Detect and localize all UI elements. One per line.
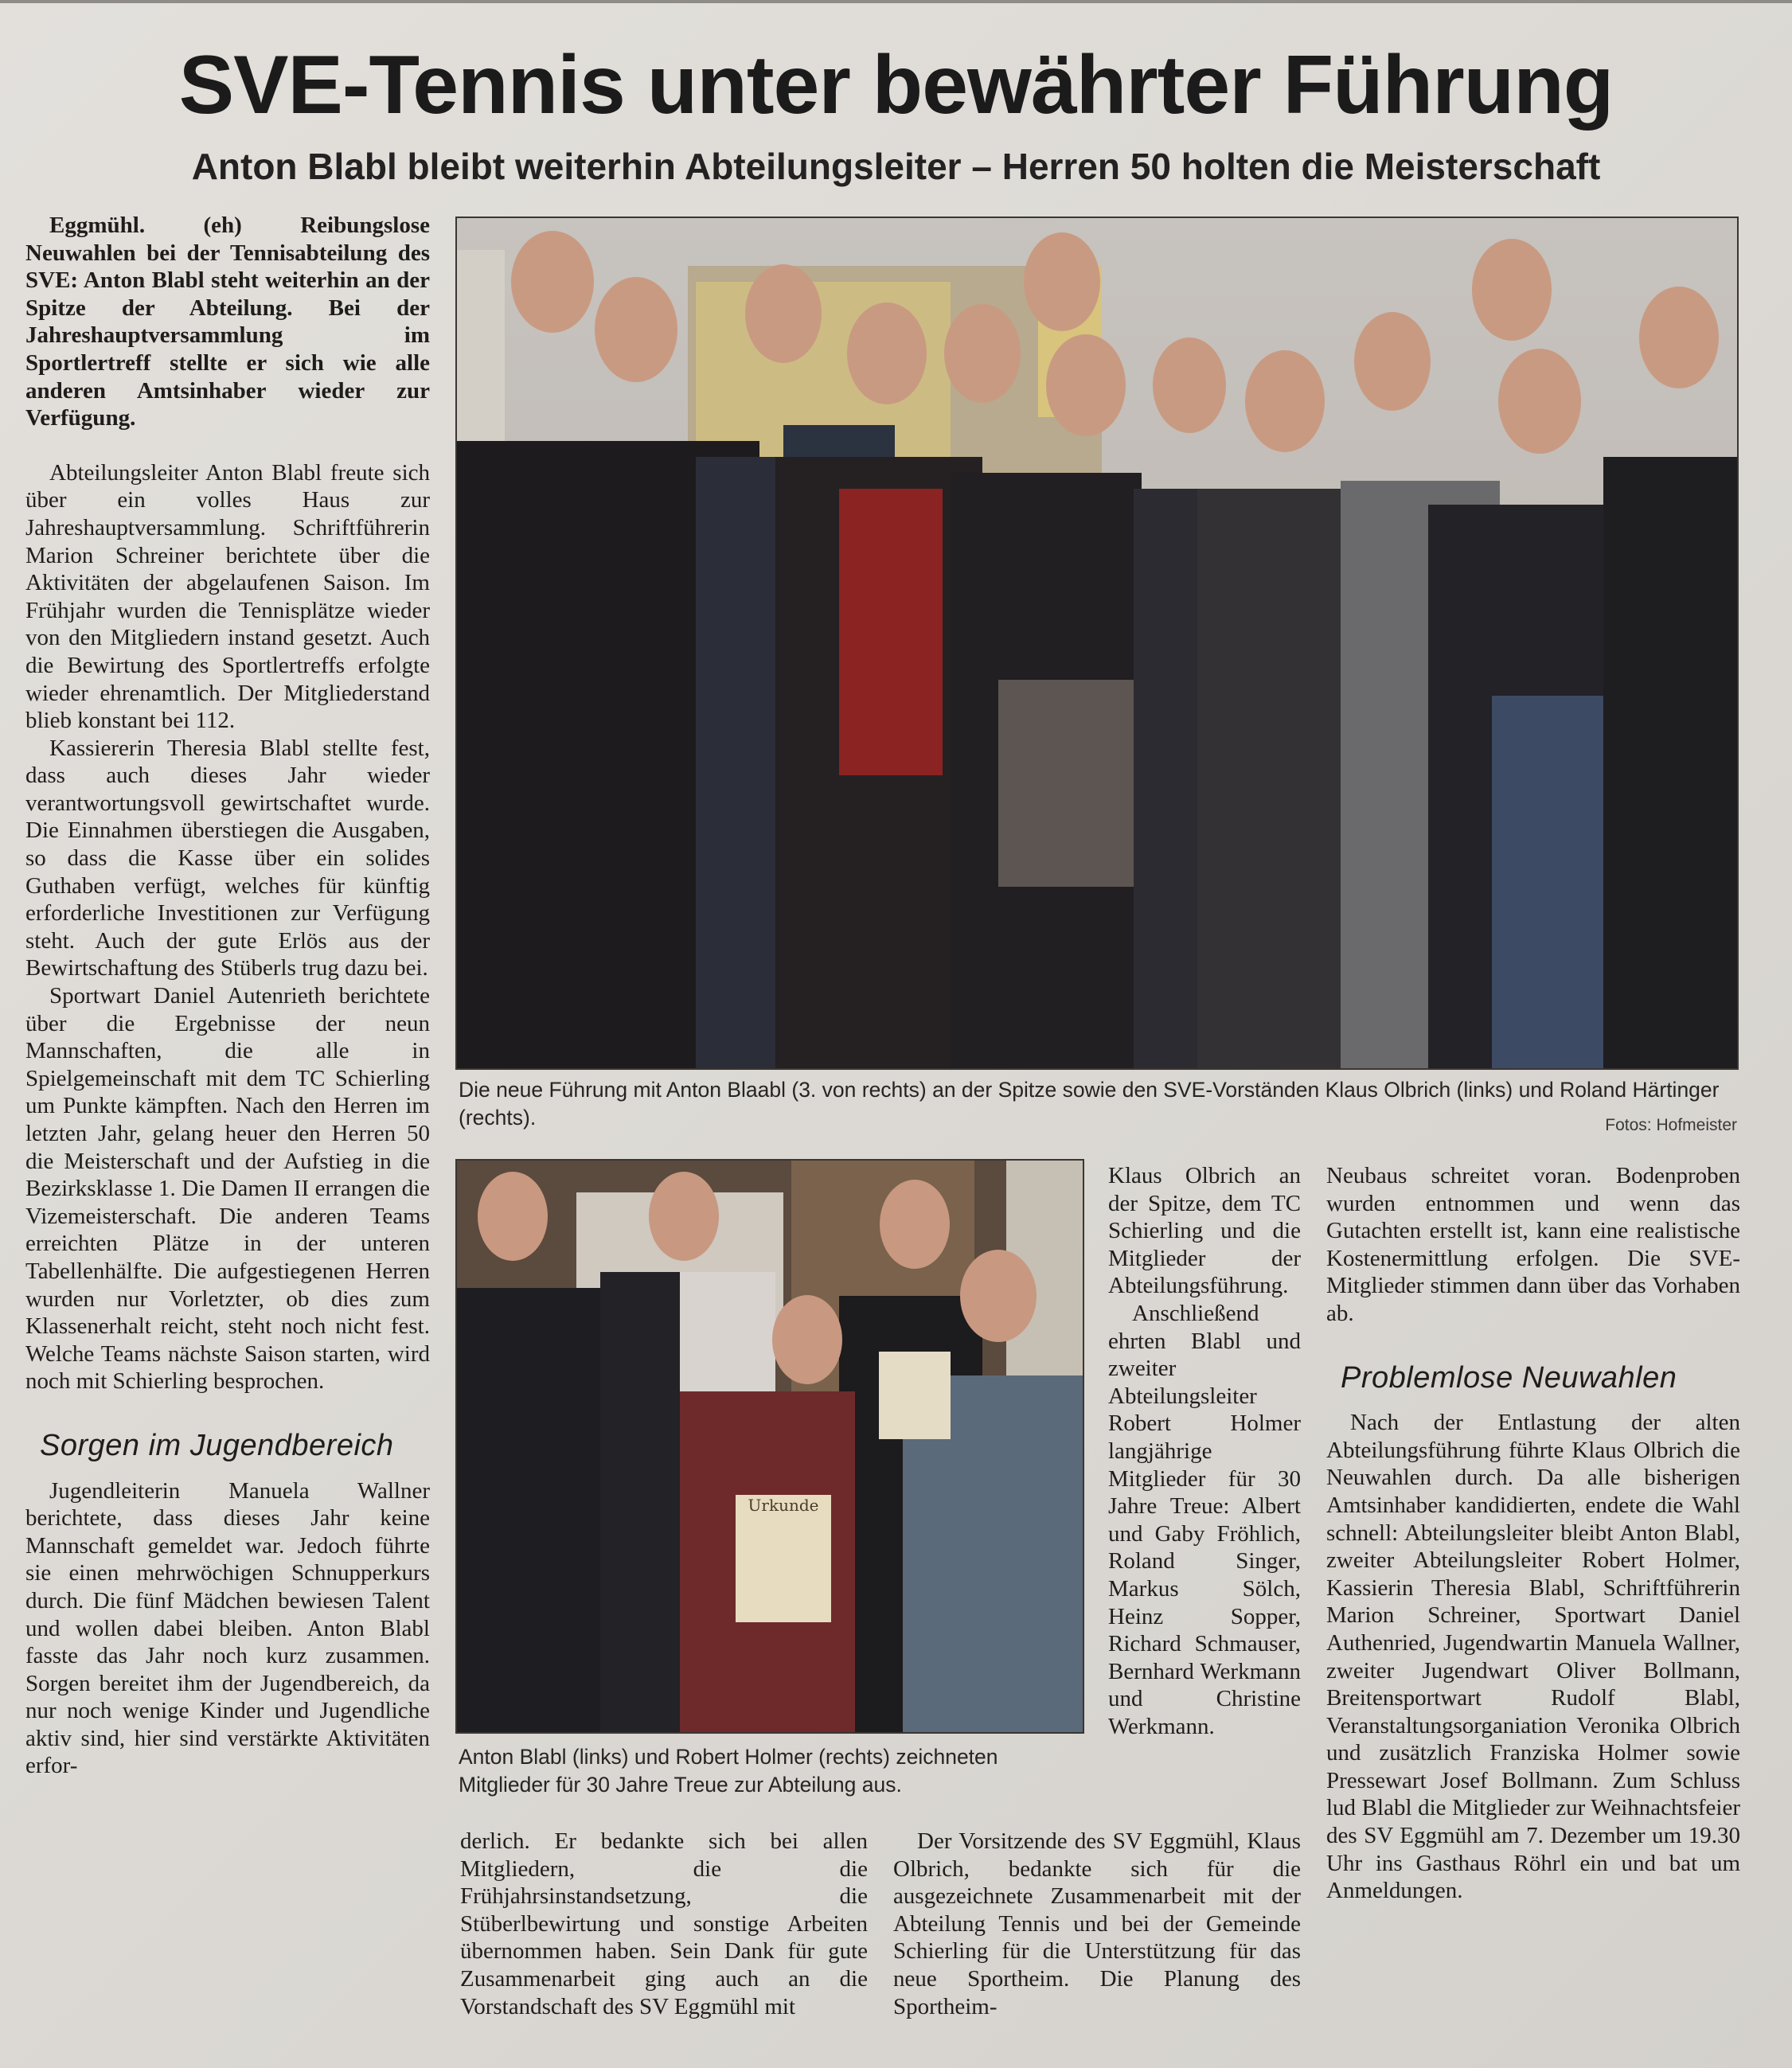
body-paragraph: Neubaus schreitet voran. Bodenproben wurden entnommen und wenn das Gutachten erstellt ist, kann eine realistische Kostenermittlung erfolgen. Die SVE-Mitglieder stimmen dann über das Vorhaben ab. — [1326, 1163, 1740, 1326]
intro-paragraph: Eggmühl. (eh) Reibungslose Neuwahlen bei der Tennisabteilung des SVE: Anton Blabl steht weiterhin an der Spitze der Abteilung. Bei der Jahreshauptversammlung im Sportlertreff stellte er sich wie alle anderen Amtsinhaber wieder zur Verfügung. — [25, 213, 430, 431]
group-photo-caption: Die neue Führung mit Anton Blaabl (3. von rechts) an der Spitze sowie den SVE-Vorständen Klaus Olbrich (links) und Roland Härtinger (rechts). — [459, 1078, 1720, 1130]
body-paragraph: Jugendleiterin Manuela Wallner berichtete, dass dieses Jahr keine Mannschaft gemeldet war. Jedoch führte sie einen mehrwöchigen Schnupperkurs durch. Die fünf Mädchen bewiesen Talent und wollen dabei bleiben. Anton Blabl fasste das Jahr noch kurz zusammen. Sorgen bereitet ihm der Jugendbereich, da nur noch wenige Kinder und Jugendliche aktiv sind, hier sind verstärkte Aktivitäten erfor- — [25, 1477, 430, 1779]
body-paragraph: Sportwart Daniel Autenrieth berichtete über die Ergebnisse der neun Mannschaften, die alle in Spielgemeinschaft mit dem TC Schierling um Punkte kämpften. Nach den Herren im letzten Jahr, gelang heuer den Herren 50 die Meisterschaft und der Aufstieg in die Bezirksklasse 1. Die Damen II errangen die Vizemeisterschaft. Die anderen Teams erreichten Plätze in der unteren Tabellenhälfte. Die aufgestiegenen Herren wurden nur Vorletzter, ob dies zum Klassenerhalt reicht, steht noch nicht fest. Welche Teams nächste Saison starten, wird noch mit Schierling besprochen. — [25, 983, 430, 1395]
column-1 — [25, 212, 430, 1780]
body-paragraph: Kassiererin Theresia Blabl stellte fest, dass auch dieses Jahr wieder verantwortungsvoll gewirtschaftet wurde. Die Einnahmen überstiegen die Ausgaben, so dass die Kasse über ein solides Guthaben verfügt, welches für künftig erforderliche Investitionen zur Verfügung steht. Auch der gute Erlös aus der Bewirtschaftung des Stüberls trug dazu bei. — [25, 735, 430, 981]
honoring-photo-image — [457, 1161, 1083, 1732]
body-paragraph: derlich. Er bedankte sich bei allen Mitgliedern, die die Frühjahrsinstandsetzung, die Stüberlbewirtung und sonstige Arbeiten übernommen haben. Sein Dank für gute Zusammenarbeit ging auch an die Vorstandschaft des SV Eggmühl mit — [460, 1828, 868, 2019]
column-4 — [1326, 1162, 1740, 1905]
photo-credit: Fotos: Hofmeister — [1605, 1116, 1737, 1134]
body-paragraph: Anschließend ehrten Blabl und zweiter Abteilungsleiter Robert Holmer langjährige Mitglieder für 30 Jahre Treue: Albert und Gaby Fröhlich, Roland Singer, Markus Sölch, Heinz Sopper, Richard Schmauser, Bernhard Werkmann und Christine Werkmann. — [1108, 1300, 1301, 1739]
group-photo — [455, 217, 1739, 1070]
honoring-photo-caption: Anton Blabl (links) und Robert Holmer (rechts) zeichneten Mitglieder für 30 Jahre Treue zur Abteilung aus. — [459, 1745, 998, 1797]
section-heading-elections: Problemlose Neuwahlen — [1341, 1360, 1677, 1395]
body-paragraph: Abteilungsleiter Anton Blabl freute sich über ein volles Haus zur Jahreshauptversammlung. Schriftführerin Marion Schreiner berichtete über die Aktivitäten der abgelaufenen Saison. Im Frühjahr wurden die Tennisplätze wieder von den Mitgliedern instand gesetzt. Auch die Bewirtung des Sportlertreffs erfolgte wieder ehrenamtlich. Der Mitgliederstand blieb konstant bei 112. — [25, 459, 430, 734]
top-rule — [0, 0, 1792, 3]
section-heading-youth: Sorgen im Jugendbereich — [40, 1428, 394, 1462]
body-paragraph: Nach der Entlastung der alten Abteilungsführung führte Klaus Olbrich die Neuwahlen durch. Da alle bisherigen Amtsinhaber kandidierten, endete die Wahl schnell: Abteilungsleiter bleibt Anton Blabl, zweiter Abteilungsleiter Robert Holmer, Kassierin Theresia Blabl, Schriftführerin Marion Schreiner, Sportwart Daniel Authenried, Jugendwartin Manuela Wallner, zweiter Jugendwart Oliver Bollmann, Breitensportwart Rudolf Blabl, Veranstaltungsorganiation Veronika Olbrich und zusätzlich Franziska Holmer sowie Pressewart Josef Bollmann. Zum Schluss lud Blabl die Mitglieder zur Weihnachtsfeier des SV Eggmühl am 7. Dezember um 19.30 Uhr ins Gasthaus Röhrl ein und bat um Anmeldungen. — [1326, 1410, 1740, 1904]
article-subheadline: Anton Blabl bleibt weiterhin Abteilungsleiter – Herren 50 holten die Meisterschaft — [191, 146, 1601, 187]
body-paragraph: Klaus Olbrich an der Spitze, dem TC Schierling und die Mitglieder der Abteilungsführung. — [1108, 1163, 1301, 1299]
honoring-photo — [455, 1159, 1084, 1734]
column-2-bottom — [460, 1828, 868, 2020]
certificate-label: Urkunde — [748, 1496, 819, 1515]
group-photo-image — [457, 218, 1737, 1068]
body-paragraph: Der Vorsitzende des SV Eggmühl, Klaus Olbrich, bedankte sich für die ausgezeichnete Zusammenarbeit mit der Abteilung Tennis und bei der Gemeinde Schierling für die Unterstützung für das neue Sportheim. Die Planung des Sportheim- — [893, 1828, 1301, 2019]
article-headline: SVE-Tennis unter bewährter Führung — [178, 39, 1614, 131]
column-3 — [1108, 1162, 1301, 1740]
column-3-bottom — [893, 1828, 1301, 2020]
